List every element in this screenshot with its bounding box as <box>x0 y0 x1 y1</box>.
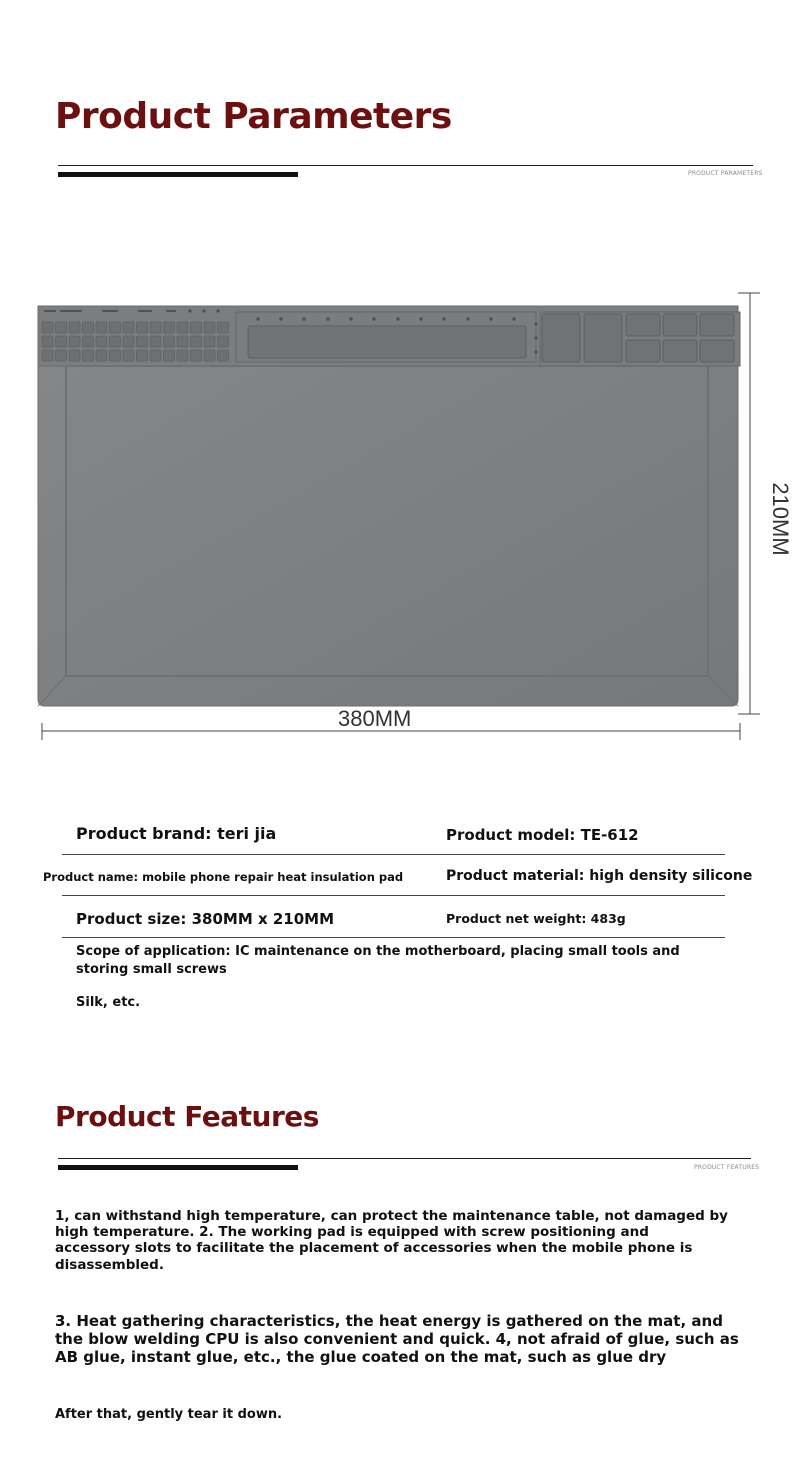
param-material: Product material: high density silicone <box>446 868 753 884</box>
width-dimension-label: 380MM <box>338 706 412 731</box>
param-scope-line1: Scope of application: IC maintenance on the motherboard, placing small tools and <box>76 944 680 959</box>
feature-line: accessory slots to facilitate the placement of accessories when the mobile phone is <box>55 1240 693 1257</box>
feature-paragraph-1 <box>55 1208 728 1273</box>
param-weight: Product net weight: 483g <box>446 911 626 926</box>
param-scope-line3: Silk, etc. <box>76 995 141 1010</box>
title-divider-thick <box>58 172 298 177</box>
height-dimension-label: 210MM <box>768 482 793 556</box>
feature-line: 3. Heat gathering characteristics, the heat energy is gathered on the mat, and <box>55 1312 723 1330</box>
table-row-divider <box>62 895 725 896</box>
silicone-mat-illustration <box>36 290 786 740</box>
param-name: Product name: mobile phone repair heat insulation pad <box>43 870 404 884</box>
features-title: Product Features <box>55 1100 319 1133</box>
feature-paragraph-2 <box>55 1312 739 1366</box>
param-model: Product model: TE-612 <box>446 826 639 844</box>
param-brand: Product brand: teri jia <box>76 824 277 843</box>
param-scope-line2: storing small screws <box>76 962 227 977</box>
feature-paragraph-3: After that, gently tear it down. <box>55 1407 283 1422</box>
title-divider-thin <box>58 165 753 166</box>
feature-line: 1, can withstand high temperature, can protect the maintenance table, not damaged by <box>55 1208 728 1224</box>
param-size: Product size: 380MM x 210MM <box>76 910 335 928</box>
table-row-divider <box>62 937 725 938</box>
feature-line: disassembled. <box>55 1256 164 1273</box>
table-row-divider <box>62 854 725 855</box>
feature-line: the blow welding CPU is also convenient and quick. 4, not afraid of glue, such as <box>55 1330 739 1348</box>
features-divider-thin <box>58 1158 751 1159</box>
features-subtitle: PRODUCT FEATURES <box>694 1164 760 1171</box>
product-image <box>36 290 786 740</box>
feature-line: AB glue, instant glue, etc., the glue coated on the mat, such as glue dry <box>55 1348 667 1366</box>
features-divider-thick <box>58 1165 298 1170</box>
parameters-subtitle: PRODUCT PARAMETERS <box>688 170 763 177</box>
feature-line: high temperature. 2. The working pad is equipped with screw positioning and <box>55 1224 649 1241</box>
parameters-title: Product Parameters <box>55 96 452 137</box>
